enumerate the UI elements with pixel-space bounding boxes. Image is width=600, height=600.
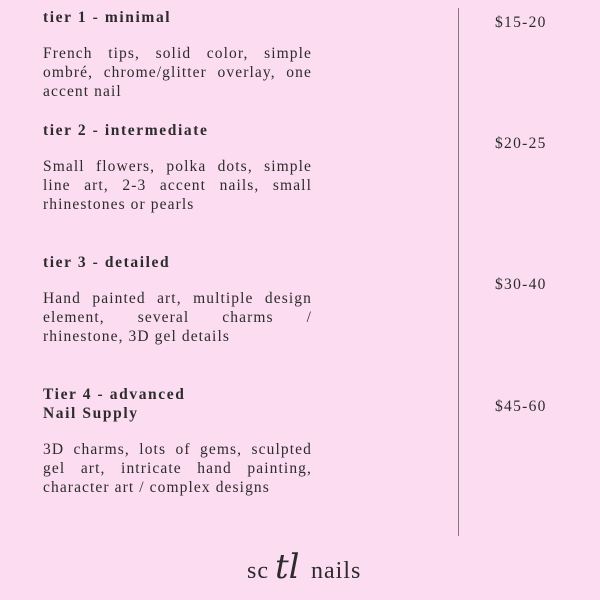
tier-1-title: tier 1 - minimal <box>43 9 172 26</box>
logo-text-script: tl <box>275 548 300 587</box>
logo-text-left: sc <box>247 558 269 584</box>
tier-3-description: Hand painted art, multiple design element, several charms / rhinestone, 3D gel details <box>43 290 312 345</box>
tier-1-price: $15-20 <box>495 14 547 31</box>
tier-2-title: tier 2 - intermediate <box>43 122 209 139</box>
tier-4-subtitle: Nail Supply <box>43 405 139 422</box>
tier-4-section <box>43 385 312 497</box>
tier-3-section <box>43 253 312 346</box>
tier-4-title: Tier 4 - advanced <box>43 386 186 403</box>
tier-4-description: 3D charms, lots of gems, sculpted gel art, intricate hand painting, character art / complex designs <box>43 441 312 496</box>
column-divider <box>458 8 459 536</box>
tier-2-description: Small flowers, polka dots, simple line art, 2-3 accent nails, small rhinestones or pearls <box>43 158 312 213</box>
brand-logo <box>0 548 600 588</box>
logo-text-right: nails <box>311 558 362 584</box>
tier-4-price: $45-60 <box>495 398 547 415</box>
tier-2-price: $20-25 <box>495 135 547 152</box>
tier-2-section <box>43 121 312 214</box>
tier-1-description: French tips, solid color, simple ombré, chrome/glitter overlay, one accent nail <box>43 45 312 100</box>
tier-3-price: $30-40 <box>495 276 547 293</box>
tier-3-title: tier 3 - detailed <box>43 254 171 271</box>
tier-1-section <box>43 8 312 101</box>
